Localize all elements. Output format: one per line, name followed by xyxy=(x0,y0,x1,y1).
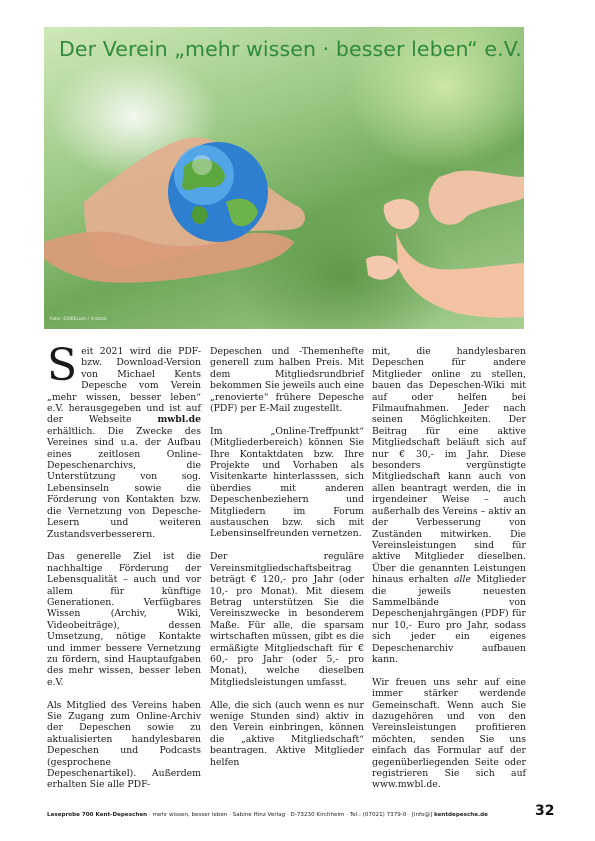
paragraph xyxy=(47,340,201,540)
paragraph-text: erhältlich. Die Zwecke des Vereines sind u.a. der Aufbau eines zeitlosen Online-Depeschenarchivs, die Unterstützung von sog. Lebensinseln sowie die Förderung von Kontakten bzw. die Vernetzung von Depesche-Lesern und weiteren Zustandsverbesserern. xyxy=(47,425,201,540)
text-column-2 xyxy=(210,346,364,779)
paragraph-text: eit 2021 wird die PDF-bzw. Download-Version von Michael Kents Depesche vom Verein „mehr wissen, besser leben“ e.V. herausgegeben und ist auf der Webseite xyxy=(47,346,201,426)
page-number: 32 xyxy=(535,803,555,819)
website-link: mwbl.de xyxy=(157,414,201,426)
article-title: Der Verein „mehr wissen · besser leben“ e.V. xyxy=(59,37,522,61)
emphasis: alle xyxy=(453,574,471,586)
hands-globe-illustration xyxy=(44,27,524,329)
paragraph: Wir freuen uns sehr auf eine immer stärker werdende Gemeinschaft. Wenn auch Sie dazugehören und von den Vereinsleistungen profitieren möchten, senden Sie uns einfach das Formular auf der gegenüberliegenden Seite oder registrieren Sie sich auf www.mwbl.de. xyxy=(372,676,526,791)
footer-publication: Leseprobe 700 Kent-Depeschen xyxy=(47,812,148,818)
paragraph: Als Mitglied des Vereins haben Sie Zugang zum Online-Archiv der Depeschen sowie zu aktualisierten handylesbaren Depeschen und Podcasts (gesprochene Depeschenartikel). Außerdem erhalten Sie alle PDF- xyxy=(47,699,201,791)
paragraph: Depeschen und -Themenhefte generell zum halben Preis. Mit dem Mitgliedsrundbrief bekommen Sie jeweils auch eine „renovierte“ frühere Depesche (PDF) per E-Mail zugestellt. xyxy=(210,346,364,415)
text-column-1 xyxy=(47,340,201,802)
paragraph: Alle, die sich (auch wenn es nur wenige Stunden sind) aktiv in den Verein einbringen, können die „aktive Mitgliedschaft“ beantragen. Aktive Mitglieder helfen xyxy=(210,699,364,768)
drop-cap: S xyxy=(47,340,78,391)
paragraph-text: mit, die handylesbaren Depeschen für andere Mitglieder online zu stellen, bauen das Depeschen-Wiki mit auf oder helfen bei Filmaufnahmen. Jeder nach seinen Möglichkeiten. Der Beitrag für eine aktive Mitgliedschaft beläuft sich auf nur € 30,- im Jahr. Diese besonders vergünstigte Mitgliedschaft kann auch von allen beantragt werden, die in irgendeiner Weise – auch außerhalb des Vereins – aktiv an der Verbesserung von Zuständen mitwirken. Die Vereinsleistungen sind für aktive Mitglieder dieselben. Über die genannten Leistungen hinaus erhalten xyxy=(372,346,526,586)
photo-credit: Foto: ©DKEcom / ©stock xyxy=(50,317,107,322)
footer-info: · mehr wissen, besser leben · Sabine Hinz Verlag · D-73230 Kirchheim · Tel.: (07021) 7379-0 · [info@] xyxy=(147,812,434,818)
footer-website: kentdepesche.de xyxy=(434,812,488,818)
hero-image xyxy=(44,27,524,329)
paragraph xyxy=(372,346,526,665)
paragraph: Der reguläre Vereinsmitgliedschaftsbeitrag beträgt € 120,- pro Jahr (oder 10,- pro Monat). Mit diesem Betrag unterstützen Sie die Vereinszwecke in besonderem Maße. Für alle, die sparsam wirtschaften müssen, gibt es die ermäßigte Mitgliedschaft für € 60,- pro Jahr (oder 5,- pro Monat), welche dieselben Mitgliedsleistungen umfasst. xyxy=(210,551,364,688)
paragraph-text: Mitglieder die jeweils neuesten Sammelbände von Depeschenjahrgängen (PDF) für nur 10,- Euro pro Jahr, sodass sich jeder ein eigenes Depeschenarchiv aufbauen kann. xyxy=(372,574,526,665)
text-column-3 xyxy=(372,346,526,802)
paragraph: Im „Online-Treffpunkt“ (Mitgliederbereich) können Sie Ihre Kontaktdaten bzw. Ihre Projekte und Vorhaben als Visitenkarte hinterlasssen, sich überdies mit anderen Depeschenbeziehern und Mitgliedern im Forum austauschen bzw. sich mit Lebensinselfreunden vernetzen. xyxy=(210,425,364,540)
page-footer xyxy=(47,812,488,818)
paragraph: Das generelle Ziel ist die nachhaltige Förderung der Lebensqualität – auch und vor allem für künftige Generationen. Verfügbares Wissen (Archiv, Wiki, Videobeiträge), dessen Umsetzung, nötige Kontakte und immer bessere Vernetzung zu fördern, sind Hauptaufgaben des mehr wissen, besser leben e.V. xyxy=(47,551,201,688)
